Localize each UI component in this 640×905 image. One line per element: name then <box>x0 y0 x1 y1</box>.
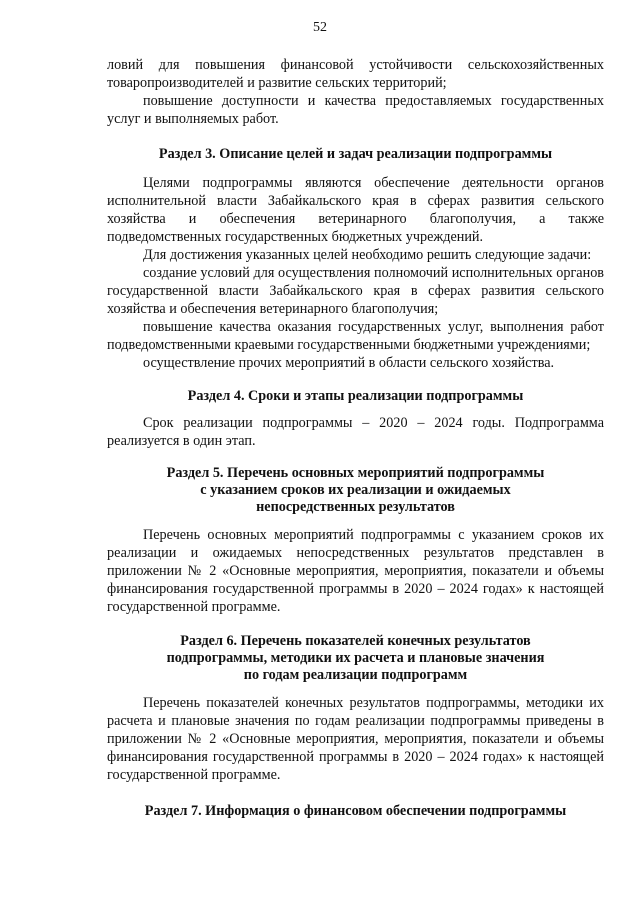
heading-line: Раздел 6. Перечень показателей конечных результатов <box>180 633 531 649</box>
heading-line: с указанием сроков их реализации и ожидаемых <box>200 482 511 498</box>
paragraph: Целями подпрограммы являются обеспечение деятельности органов исполнительной власти Забайкальского края в сферах развития сельского хозяйства и обеспечения ветеринарного благополучия, а также подведомственных государственных бюджетных учреждений. <box>107 175 604 245</box>
paragraph: осуществление прочих мероприятий в области сельского хозяйства. <box>143 355 555 371</box>
heading-line: подпрограммы, методики их расчета и плановые значения <box>166 650 545 666</box>
paragraph: Перечень показателей конечных результатов подпрограммы, методики их расчета и плановые значения по годам реализации подпрограммы приведены в приложении № 2 «Основные мероприятия, мероприятия, показатели и объемы финансирования государственной программы в 2020 – 2024 годах» к настоящей государственной программе. <box>107 695 604 783</box>
paragraph: Для достижения указанных целей необходимо решить следующие задачи: <box>143 247 592 263</box>
section-4-heading: Раздел 4. Сроки и этапы реализации подпрограммы <box>187 388 524 404</box>
section-7-heading: Раздел 7. Информация о финансовом обеспечении подпрограммы <box>144 803 567 819</box>
page-number: 52 <box>313 20 327 35</box>
document-body <box>107 56 604 820</box>
heading-line: по годам реализации подпрограмм <box>243 667 468 683</box>
paragraph: ловий для повышения финансовой устойчивости сельскохозяйственных товаропроизводителей и развитие сельских территорий; <box>107 57 604 91</box>
paragraph: Перечень основных мероприятий подпрограммы с указанием сроков их реализации и ожидаемых непосредственных результатов представлен в приложении № 2 «Основные мероприятия, мероприятия, показатели и объемы финансирования государственной программы в 2020 – 2024 годах» к настоящей государственной программе. <box>107 527 604 615</box>
paragraph: создание условий для осуществления полномочий исполнительных органов государственной власти Забайкальского края в сферах развития сельского хозяйства и обеспечения ветеринарного благополучия; <box>107 265 604 317</box>
paragraph: Срок реализации подпрограммы – 2020 – 2024 годы. Подпрограмма реализуется в один этап. <box>107 415 604 449</box>
paragraph: повышение доступности и качества предоставляемых государственных услуг и выполняемых работ. <box>107 93 604 127</box>
paragraph: повышение качества оказания государственных услуг, выполнения работ подведомственными краевыми государственными бюджетными учреждениями; <box>107 319 604 353</box>
section-6-heading <box>107 633 604 684</box>
heading-line: непосредственных результатов <box>256 499 455 515</box>
section-3-heading: Раздел 3. Описание целей и задач реализации подпрограммы <box>158 146 553 162</box>
section-5-heading <box>107 465 604 516</box>
heading-line: Раздел 5. Перечень основных мероприятий подпрограммы <box>166 465 545 481</box>
